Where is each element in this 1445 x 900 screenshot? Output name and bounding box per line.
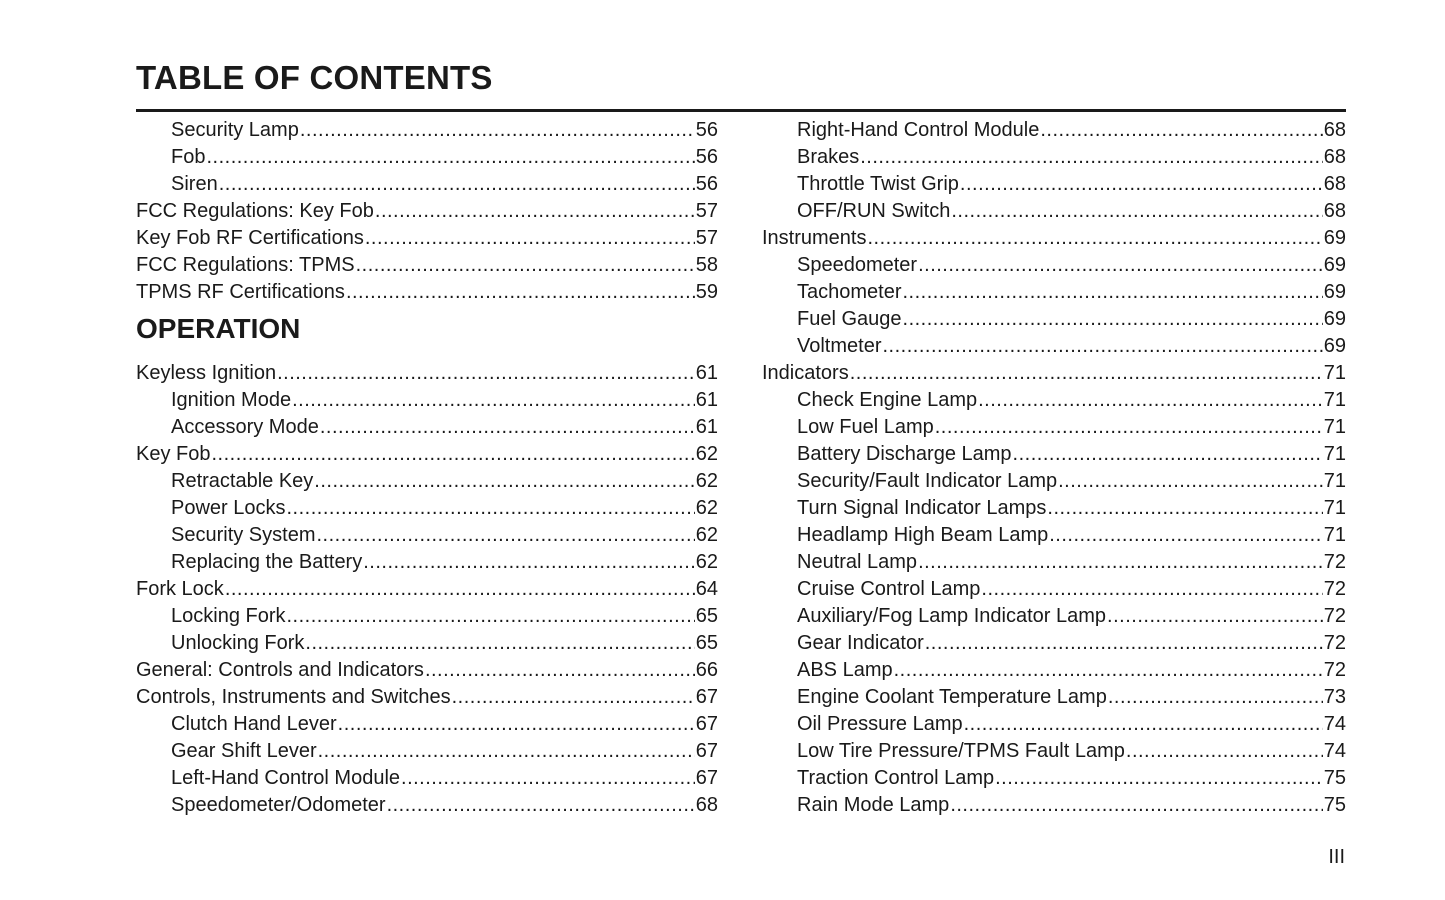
toc-entry-label: Battery Discharge Lamp xyxy=(797,443,1012,465)
dot-leader xyxy=(935,414,1323,441)
toc-entry[interactable] xyxy=(136,792,718,819)
toc-entry[interactable] xyxy=(762,279,1346,306)
toc-entry-label: Key Fob xyxy=(136,443,211,465)
dot-leader xyxy=(318,738,695,765)
toc-entry-label: Power Locks xyxy=(171,497,286,519)
toc-entry-page: 56 xyxy=(695,146,718,168)
toc-entry-label: General: Controls and Indicators xyxy=(136,659,424,681)
toc-entry-page: 67 xyxy=(695,713,718,735)
dot-leader xyxy=(452,684,695,711)
toc-entry-page: 67 xyxy=(695,767,718,789)
toc-entry-label: Instruments xyxy=(762,227,867,249)
toc-entry-label: Engine Coolant Temperature Lamp xyxy=(797,686,1107,708)
dot-leader xyxy=(206,144,694,171)
toc-entry-page: 59 xyxy=(695,281,718,303)
toc-entry-label: Traction Control Lamp xyxy=(797,767,995,789)
dot-leader xyxy=(425,657,695,684)
toc-entry-label: Security System xyxy=(171,524,316,546)
toc-entry[interactable] xyxy=(762,522,1346,549)
dot-leader xyxy=(292,387,695,414)
toc-entry[interactable] xyxy=(136,144,718,171)
toc-entry[interactable] xyxy=(136,387,718,414)
toc-entry[interactable] xyxy=(136,171,718,198)
toc-entry-page: 71 xyxy=(1323,389,1346,411)
toc-entry-page: 72 xyxy=(1323,605,1346,627)
toc-entry[interactable] xyxy=(136,603,718,630)
toc-entry[interactable] xyxy=(762,792,1346,819)
toc-entry[interactable] xyxy=(136,252,718,279)
toc-entry-page: 72 xyxy=(1323,659,1346,681)
toc-entry[interactable] xyxy=(136,711,718,738)
toc-entry-label: Brakes xyxy=(797,146,860,168)
toc-entry[interactable] xyxy=(762,360,1346,387)
toc-left-column xyxy=(136,117,718,819)
toc-entry[interactable] xyxy=(136,684,718,711)
toc-entry[interactable] xyxy=(136,576,718,603)
dot-leader xyxy=(918,549,1323,576)
toc-entry-label: Security/Fault Indicator Lamp xyxy=(797,470,1058,492)
toc-entry-page: 68 xyxy=(1323,173,1346,195)
toc-entry[interactable] xyxy=(136,198,718,225)
toc-entry-page: 57 xyxy=(695,227,718,249)
toc-entry-page: 74 xyxy=(1323,713,1346,735)
toc-entry-page: 65 xyxy=(695,605,718,627)
toc-entry-page: 67 xyxy=(695,740,718,762)
toc-entry[interactable] xyxy=(762,144,1346,171)
toc-entry[interactable] xyxy=(136,414,718,441)
toc-entry[interactable] xyxy=(762,630,1346,657)
toc-entry-label: Headlamp High Beam Lamp xyxy=(797,524,1049,546)
toc-entry[interactable] xyxy=(136,360,718,387)
toc-entry[interactable] xyxy=(762,495,1346,522)
toc-entry[interactable] xyxy=(762,549,1346,576)
toc-entry-page: 57 xyxy=(695,200,718,222)
dot-leader xyxy=(338,711,695,738)
dot-leader xyxy=(1013,441,1323,468)
toc-entry[interactable] xyxy=(136,468,718,495)
dot-leader xyxy=(860,144,1323,171)
dot-leader xyxy=(365,225,695,252)
toc-entry-label: Unlocking Fork xyxy=(171,632,305,654)
dot-leader xyxy=(964,711,1323,738)
dot-leader xyxy=(882,333,1322,360)
toc-entry-page: 68 xyxy=(695,794,718,816)
dot-leader xyxy=(287,603,695,630)
toc-entry[interactable] xyxy=(762,468,1346,495)
toc-entry[interactable] xyxy=(762,657,1346,684)
toc-entry-page: 71 xyxy=(1323,416,1346,438)
toc-entry[interactable] xyxy=(136,657,718,684)
toc-entry-label: Keyless Ignition xyxy=(136,362,277,384)
toc-entry-page: 67 xyxy=(695,686,718,708)
toc-entry-page: 71 xyxy=(1323,362,1346,384)
toc-entry-label: Ignition Mode xyxy=(171,389,292,411)
dot-leader xyxy=(925,630,1323,657)
toc-entry-label: Indicators xyxy=(762,362,849,384)
dot-leader xyxy=(950,792,1322,819)
toc-entry-page: 75 xyxy=(1323,767,1346,789)
toc-entry-label: ABS Lamp xyxy=(797,659,893,681)
toc-entry-page: 68 xyxy=(1323,119,1346,141)
dot-leader xyxy=(320,414,695,441)
dot-leader xyxy=(903,279,1323,306)
toc-entry-label: TPMS RF Certifications xyxy=(136,281,345,303)
toc-entry-label: Gear Indicator xyxy=(797,632,924,654)
page-title: TABLE OF CONTENTS xyxy=(136,59,493,96)
toc-entry-page: 69 xyxy=(1323,227,1346,249)
dot-leader xyxy=(346,279,695,306)
toc-entry[interactable] xyxy=(136,522,718,549)
toc-entry-page: 69 xyxy=(1323,308,1346,330)
dot-leader xyxy=(314,468,694,495)
toc-entry-label: Accessory Mode xyxy=(171,416,319,438)
toc-entry-page: 71 xyxy=(1323,524,1346,546)
toc-entry-page: 69 xyxy=(1323,335,1346,357)
toc-entry[interactable] xyxy=(762,765,1346,792)
dot-leader xyxy=(375,198,695,225)
toc-entry-page: 71 xyxy=(1323,443,1346,465)
toc-entry-label: Right-Hand Control Module xyxy=(797,119,1040,141)
dot-leader xyxy=(401,765,695,792)
dot-leader xyxy=(1058,468,1323,495)
toc-entry[interactable] xyxy=(762,414,1346,441)
page-number: III xyxy=(1328,846,1345,868)
toc-entry-label: Cruise Control Lamp xyxy=(797,578,981,600)
toc-entry[interactable] xyxy=(136,495,718,522)
toc-entry[interactable] xyxy=(762,684,1346,711)
toc-entry-page: 62 xyxy=(695,443,718,465)
dot-leader xyxy=(995,765,1323,792)
toc-entry-page: 74 xyxy=(1323,740,1346,762)
dot-leader xyxy=(287,495,695,522)
dot-leader xyxy=(894,657,1323,684)
dot-leader xyxy=(356,252,695,279)
toc-entry-label: Locking Fork xyxy=(171,605,286,627)
toc-entry-page: 62 xyxy=(695,470,718,492)
toc-entry-page: 62 xyxy=(695,524,718,546)
dot-leader xyxy=(211,441,694,468)
dot-leader xyxy=(960,171,1323,198)
dot-leader xyxy=(951,198,1322,225)
toc-entry-label: Retractable Key xyxy=(171,470,314,492)
dot-leader xyxy=(903,306,1323,333)
toc-entry-label: Low Fuel Lamp xyxy=(797,416,934,438)
toc-right-column xyxy=(762,117,1346,819)
toc-entry-label: Fuel Gauge xyxy=(797,308,902,330)
toc-entry-label: Rain Mode Lamp xyxy=(797,794,950,816)
toc-entry-label: Left-Hand Control Module xyxy=(171,767,401,789)
toc-entry-page: 62 xyxy=(695,551,718,573)
toc-entry-label: Security Lamp xyxy=(171,119,299,141)
toc-entry[interactable] xyxy=(762,738,1346,765)
toc-entry-page: 65 xyxy=(695,632,718,654)
toc-entry[interactable] xyxy=(136,549,718,576)
toc-entry-page: 69 xyxy=(1323,254,1346,276)
toc-entry-page: 61 xyxy=(695,389,718,411)
toc-entry-label: Clutch Hand Lever xyxy=(171,713,337,735)
toc-entry[interactable] xyxy=(136,630,718,657)
toc-entry-label: OFF/RUN Switch xyxy=(797,200,951,222)
toc-entry[interactable] xyxy=(136,279,718,306)
toc-entry-label: FCC Regulations: TPMS xyxy=(136,254,355,276)
toc-entry-label: Voltmeter xyxy=(797,335,882,357)
toc-entry-label: Fork Lock xyxy=(136,578,224,600)
toc-entry[interactable] xyxy=(762,225,1346,252)
toc-entry-label: Speedometer xyxy=(797,254,918,276)
toc-entry-page: 61 xyxy=(695,362,718,384)
dot-leader xyxy=(316,522,694,549)
toc-entry-page: 64 xyxy=(695,578,718,600)
dot-leader xyxy=(1049,522,1323,549)
toc-entry[interactable] xyxy=(762,198,1346,225)
toc-entry-label: Auxiliary/Fog Lamp Indicator Lamp xyxy=(797,605,1107,627)
toc-entry-page: 56 xyxy=(695,119,718,141)
toc-entry-label: Controls, Instruments and Switches xyxy=(136,686,451,708)
toc-entry-label: Fob xyxy=(171,146,206,168)
toc-entry-label: Neutral Lamp xyxy=(797,551,918,573)
dot-leader xyxy=(978,387,1323,414)
dot-leader xyxy=(1040,117,1322,144)
toc-entry-label: FCC Regulations: Key Fob xyxy=(136,200,374,222)
toc-entry-page: 69 xyxy=(1323,281,1346,303)
toc-entry[interactable] xyxy=(136,738,718,765)
dot-leader xyxy=(867,225,1322,252)
toc-entry[interactable] xyxy=(762,333,1346,360)
dot-leader xyxy=(363,549,695,576)
dot-leader xyxy=(1108,684,1323,711)
toc-entry-page: 58 xyxy=(695,254,718,276)
toc-entry-label: Gear Shift Lever xyxy=(171,740,317,762)
dot-leader xyxy=(918,252,1323,279)
toc-entry-label: Turn Signal Indicator Lamps xyxy=(797,497,1047,519)
toc-entry-page: 68 xyxy=(1323,200,1346,222)
toc-entry[interactable] xyxy=(762,711,1346,738)
toc-entry[interactable] xyxy=(762,117,1346,144)
toc-entry[interactable] xyxy=(762,603,1346,630)
toc-entry-page: 62 xyxy=(695,497,718,519)
dot-leader xyxy=(387,792,695,819)
toc-entry[interactable] xyxy=(136,441,718,468)
toc-entry-page: 72 xyxy=(1323,578,1346,600)
toc-entry[interactable] xyxy=(762,306,1346,333)
dot-leader xyxy=(277,360,695,387)
toc-entry-page: 61 xyxy=(695,416,718,438)
toc-entry-page: 72 xyxy=(1323,551,1346,573)
toc-entry-label: Low Tire Pressure/TPMS Fault Lamp xyxy=(797,740,1125,762)
dot-leader xyxy=(219,171,695,198)
dot-leader xyxy=(1126,738,1323,765)
dot-leader xyxy=(225,576,695,603)
dot-leader xyxy=(305,630,694,657)
dot-leader xyxy=(300,117,695,144)
toc-entry-page: 68 xyxy=(1323,146,1346,168)
title-divider xyxy=(136,109,1346,112)
dot-leader xyxy=(850,360,1323,387)
toc-entry-label: Siren xyxy=(171,173,218,195)
toc-entry-label: Tachometer xyxy=(797,281,902,303)
toc-entry[interactable] xyxy=(136,225,718,252)
toc-entry-label: Throttle Twist Grip xyxy=(797,173,959,195)
dot-leader xyxy=(1107,603,1323,630)
toc-entry[interactable] xyxy=(762,171,1346,198)
toc-entry-page: 56 xyxy=(695,173,718,195)
toc-entry[interactable] xyxy=(762,576,1346,603)
toc-entry[interactable] xyxy=(762,252,1346,279)
toc-entry-label: Key Fob RF Certifications xyxy=(136,227,364,249)
toc-entry[interactable] xyxy=(762,387,1346,414)
toc-entry-page: 66 xyxy=(695,659,718,681)
section-heading: OPERATION xyxy=(136,313,301,344)
toc-entry-page: 73 xyxy=(1323,686,1346,708)
toc-entry-label: Speedometer/Odometer xyxy=(171,794,386,816)
dot-leader xyxy=(981,576,1322,603)
toc-entry-page: 71 xyxy=(1323,470,1346,492)
toc-entry[interactable] xyxy=(762,441,1346,468)
toc-entry[interactable] xyxy=(136,765,718,792)
toc-entry-label: Replacing the Battery xyxy=(171,551,363,573)
dot-leader xyxy=(1047,495,1322,522)
toc-entry-label: Check Engine Lamp xyxy=(797,389,978,411)
toc-entry-page: 72 xyxy=(1323,632,1346,654)
toc-entry-label: Oil Pressure Lamp xyxy=(797,713,963,735)
toc-entry-page: 71 xyxy=(1323,497,1346,519)
toc-entry-page: 75 xyxy=(1323,794,1346,816)
toc-entry[interactable] xyxy=(136,117,718,144)
